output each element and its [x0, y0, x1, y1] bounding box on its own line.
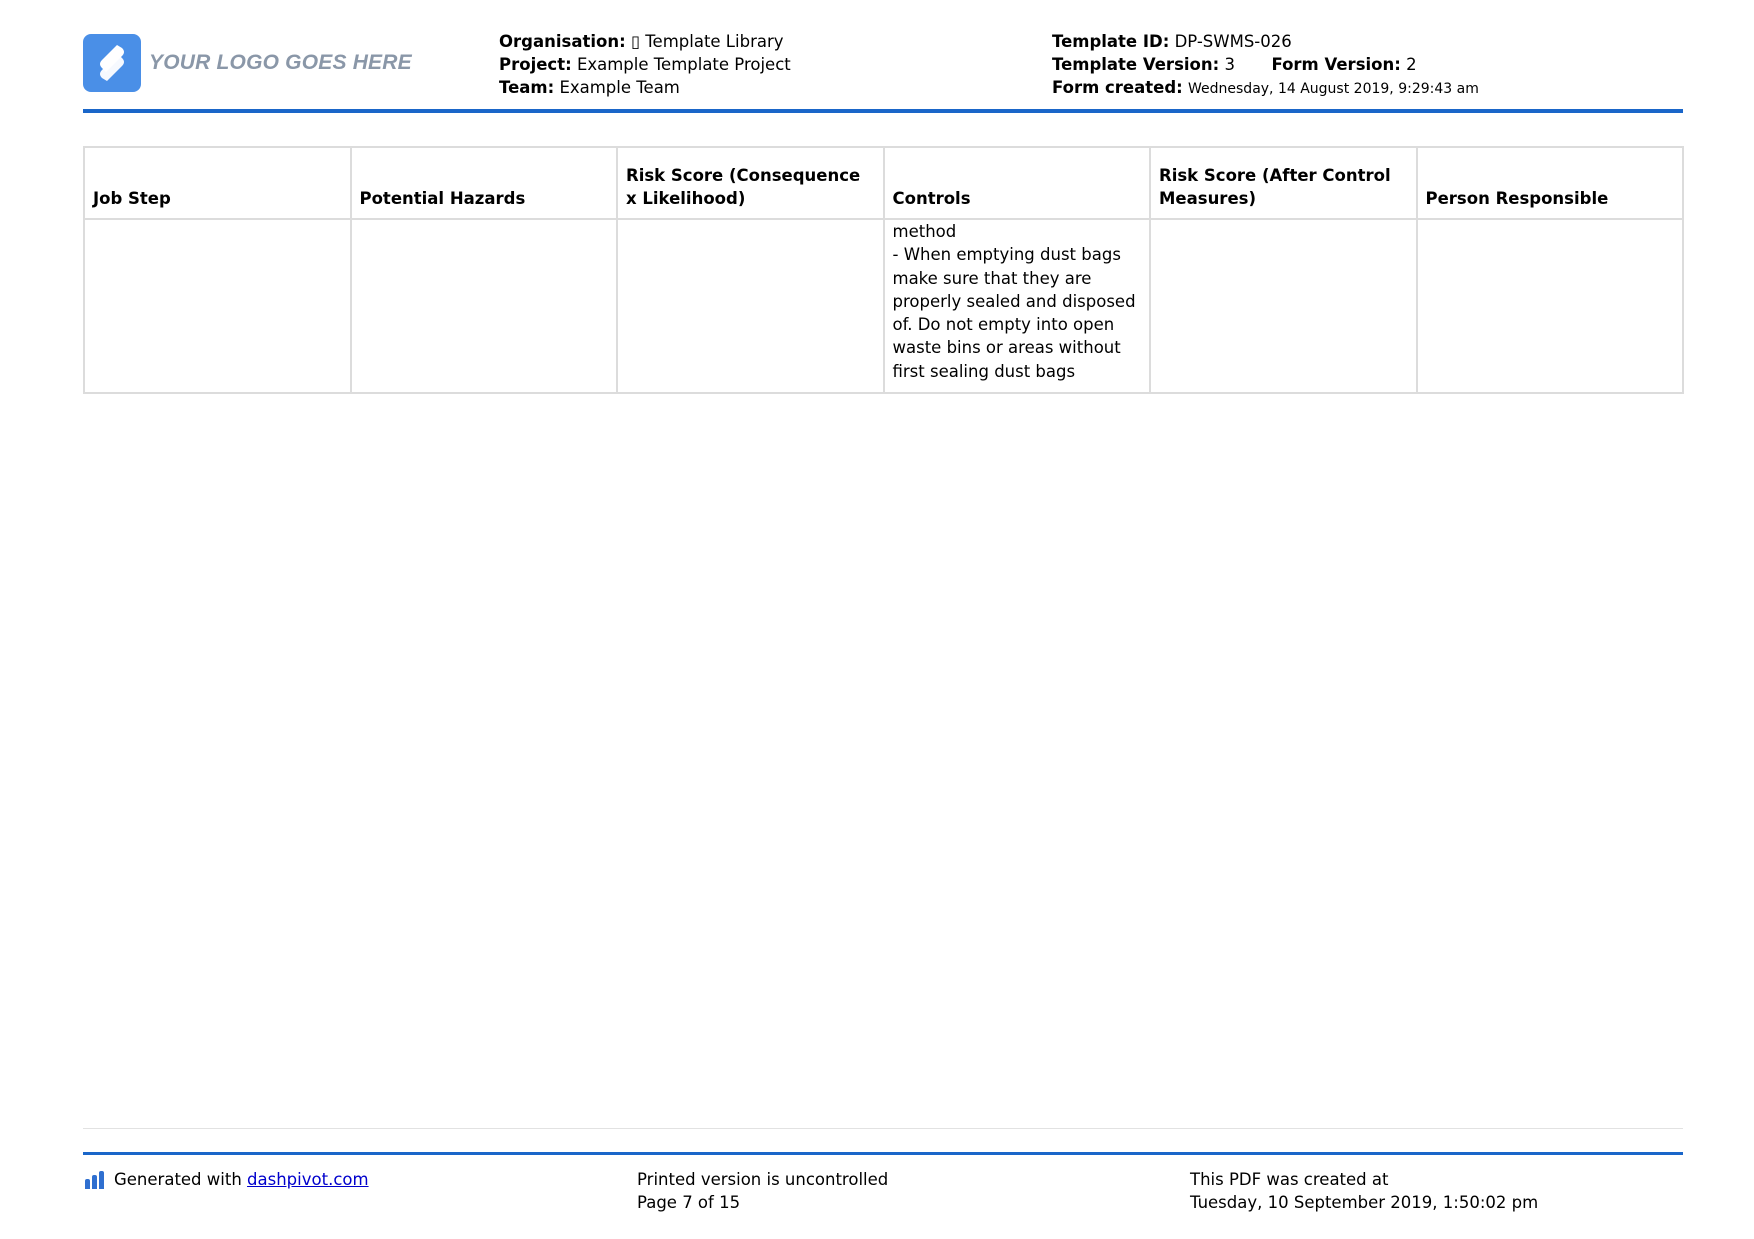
- dashpivot-link[interactable]: dashpivot.com: [247, 1170, 369, 1189]
- swms-table: [83, 146, 1684, 394]
- template-id-label: Template ID:: [1052, 32, 1170, 51]
- footer-thin-divider: [83, 1128, 1683, 1129]
- form-version-label: Form Version:: [1271, 55, 1401, 74]
- cell-controls: method - When emptying dust bags make sure that they are properly sealed and disposed of. Do not empty into open waste bins or areas without first sealing dust bags: [884, 219, 1151, 393]
- project-value: Example Template Project: [576, 55, 791, 74]
- team-line: [499, 76, 791, 99]
- cell-risk-score-after: [1150, 219, 1417, 393]
- form-created-label: Form created:: [1052, 78, 1183, 97]
- column-header-controls: Controls: [884, 147, 1151, 219]
- pdf-created-label: This PDF was created at: [1190, 1170, 1389, 1189]
- table-body: [84, 219, 1683, 393]
- organisation-line: [499, 30, 791, 53]
- project-line: [499, 53, 791, 76]
- form-created-value: Wednesday, 14 August 2019, 9:29:43 am: [1188, 81, 1479, 97]
- column-header-person-responsible: Person Responsible: [1417, 147, 1684, 219]
- cell-risk-score: [617, 219, 884, 393]
- column-header-risk-score: Risk Score (Consequence x Likelihood): [617, 147, 884, 219]
- logo-text: YOUR LOGO GOES HERE: [149, 51, 412, 74]
- cell-potential-hazards: [351, 219, 618, 393]
- footer-generated: [85, 1168, 369, 1191]
- bar-chart-icon: [85, 1171, 106, 1189]
- organisation-value: ▯ Template Library: [630, 32, 784, 51]
- header-row: [84, 147, 1683, 219]
- project-label: Project:: [499, 55, 572, 74]
- footer-divider: [83, 1152, 1683, 1155]
- project-meta: [499, 30, 791, 99]
- header-divider: [83, 109, 1683, 113]
- form-created-line: [1052, 76, 1479, 101]
- template-id-value: DP-SWMS-026: [1174, 32, 1292, 51]
- footer-pdf-created: [1190, 1168, 1538, 1214]
- version-line: [1052, 53, 1479, 76]
- template-version-value: 3: [1224, 55, 1235, 74]
- form-version-value: 2: [1406, 55, 1417, 74]
- pdf-created-value: Tuesday, 10 September 2019, 1:50:02 pm: [1190, 1193, 1539, 1212]
- cell-job-step: [84, 219, 351, 393]
- footer-notice: [637, 1168, 888, 1214]
- team-value: Example Team: [559, 78, 680, 97]
- organisation-label: Organisation:: [499, 32, 626, 51]
- template-id-line: [1052, 30, 1479, 53]
- generated-prefix: Generated with: [114, 1170, 242, 1189]
- table-head: [84, 147, 1683, 219]
- company-logo: [83, 34, 412, 92]
- page-header: [83, 30, 1683, 110]
- logo-mark-icon: [83, 34, 141, 92]
- column-header-risk-score-after: Risk Score (After Control Measures): [1150, 147, 1417, 219]
- page-number: Page 7 of 15: [637, 1193, 741, 1212]
- printed-notice: Printed version is uncontrolled: [637, 1170, 889, 1189]
- cell-person-responsible: [1417, 219, 1684, 393]
- table-row: [84, 219, 1683, 393]
- team-label: Team:: [499, 78, 555, 97]
- template-version-label: Template Version:: [1052, 55, 1220, 74]
- column-header-potential-hazards: Potential Hazards: [351, 147, 618, 219]
- column-header-job-step: Job Step: [84, 147, 351, 219]
- template-meta: [1052, 30, 1479, 101]
